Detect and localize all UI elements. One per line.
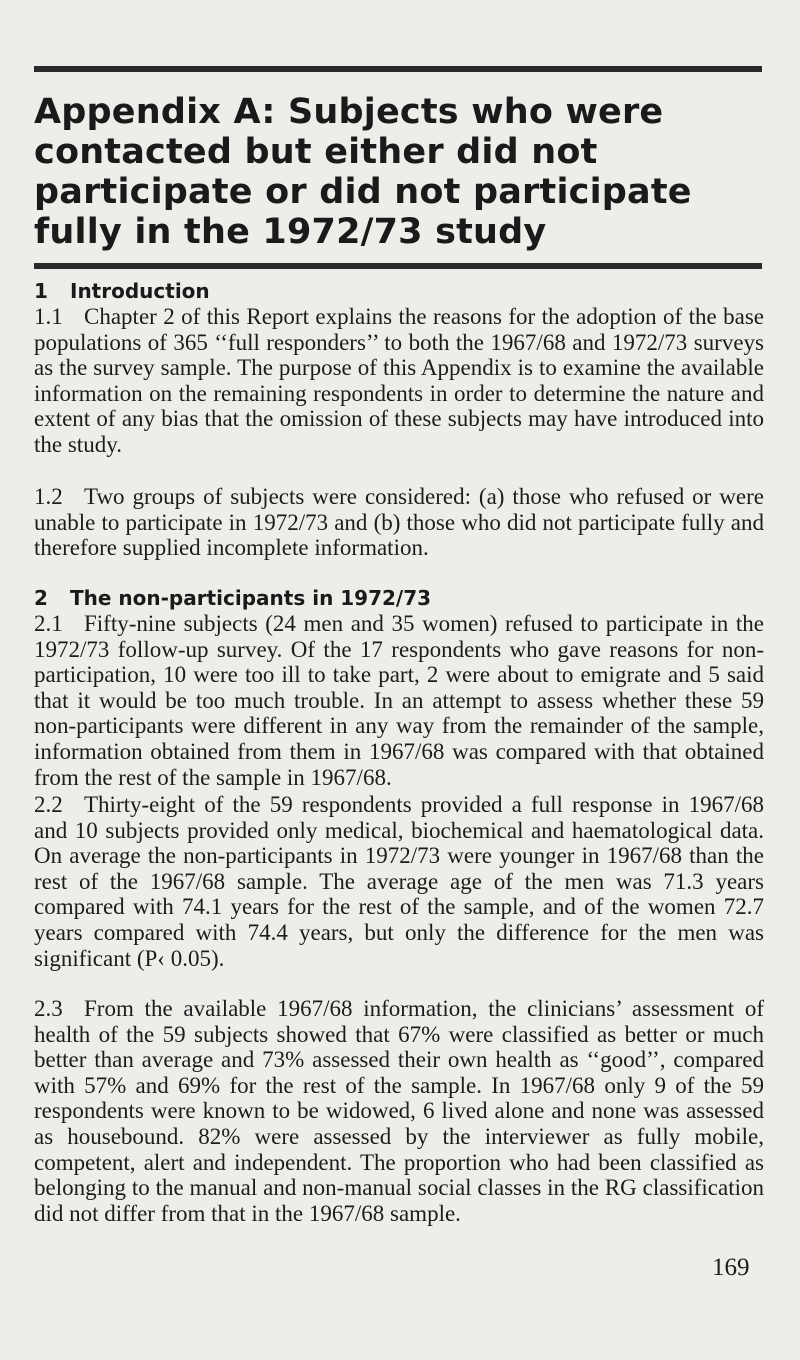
- section-heading-introduction: [34, 279, 210, 303]
- section-heading-non-participants: [34, 586, 431, 610]
- paragraph-2-3: [34, 996, 764, 1226]
- paragraph-1-2: [34, 484, 764, 561]
- paragraph-number: 1.1: [34, 304, 63, 329]
- paragraph-number: 2.3: [34, 996, 63, 1021]
- paragraph-1-1: [34, 304, 764, 458]
- paragraph-text: Two groups of subjects were considered: (a) those who refused or were unable to participate in 1972/73 and (b) those who did not participate fully and therefore supplied incomplete information.: [34, 484, 764, 561]
- section-number: 2: [34, 586, 48, 610]
- section-title: The non-participants in 1972/73: [70, 586, 432, 610]
- paragraph-2-2: [34, 792, 764, 971]
- top-rule: [34, 66, 762, 72]
- section-number: 1: [34, 279, 48, 303]
- paragraph-text: Chapter 2 of this Report explains the reasons for the adoption of the base populations of 365 ‘‘full responders’’ to both the 1967/68 and 1972/73 surveys as the survey sample. The purpose of this Appendix is to examine the available information on the remaining respondents in order to determine the nature and extent of any bias that the omission of these subjects may have introduced into the study.: [34, 304, 764, 457]
- paragraph-number: 2.1: [34, 611, 63, 636]
- page-title: Appendix A: Subjects who were contacted but either did not participate or did not participate fully in the 1972/73 study: [34, 92, 692, 252]
- paragraph-text: Fifty-nine subjects (24 men and 35 women) refused to participate in the 1972/73 follow-up survey. Of the 17 respondents who gave reasons for non-participation, 10 were too ill to take part, 2 were about to emigrate and 5 said that it would be too much trouble. In an attempt to assess whether these 59 non-participants were different in any way from the remainder of the sample, information obtained from them in 1967/68 was compared with that obtained from the rest of the sample in 1967/68.: [34, 611, 764, 790]
- paragraph-number: 1.2: [34, 484, 63, 509]
- title-rule: [34, 263, 762, 269]
- paragraph-text: From the available 1967/68 information, the clinicians’ assessment of health of the 59 subjects showed that 67% were classified as better or much better than average and 73% assessed their own health as ‘‘good’’, compared with 57% and 69% for the rest of the sample. In 1967/68 only 9 of the 59 respondents were known to be widowed, 6 lived alone and none was assessed as housebound. 82% were assessed by the interviewer as fully mobile, competent, alert and independent. The proportion who had been classified as belonging to the manual and non-manual social classes in the RG classification did not differ from that in the 1967/68 sample.: [34, 996, 764, 1226]
- section-title: Introduction: [70, 279, 210, 303]
- page-number: 169: [712, 1254, 750, 1281]
- paragraph-2-1: [34, 611, 764, 790]
- paragraph-number: 2.2: [34, 792, 63, 817]
- paragraph-text: Thirty-eight of the 59 respondents provided a full response in 1967/68 and 10 subjects provided only medical, biochemical and haematological data. On average the non-participants in 1972/73 were younger in 1967/68 than the rest of the 1967/68 sample. The average age of the men was 71.3 years compared with 74.1 years for the rest of the sample, and of the women 72.7 years compared with 74.4 years, but only the difference for the men was significant (P‹ 0.05).: [34, 792, 764, 971]
